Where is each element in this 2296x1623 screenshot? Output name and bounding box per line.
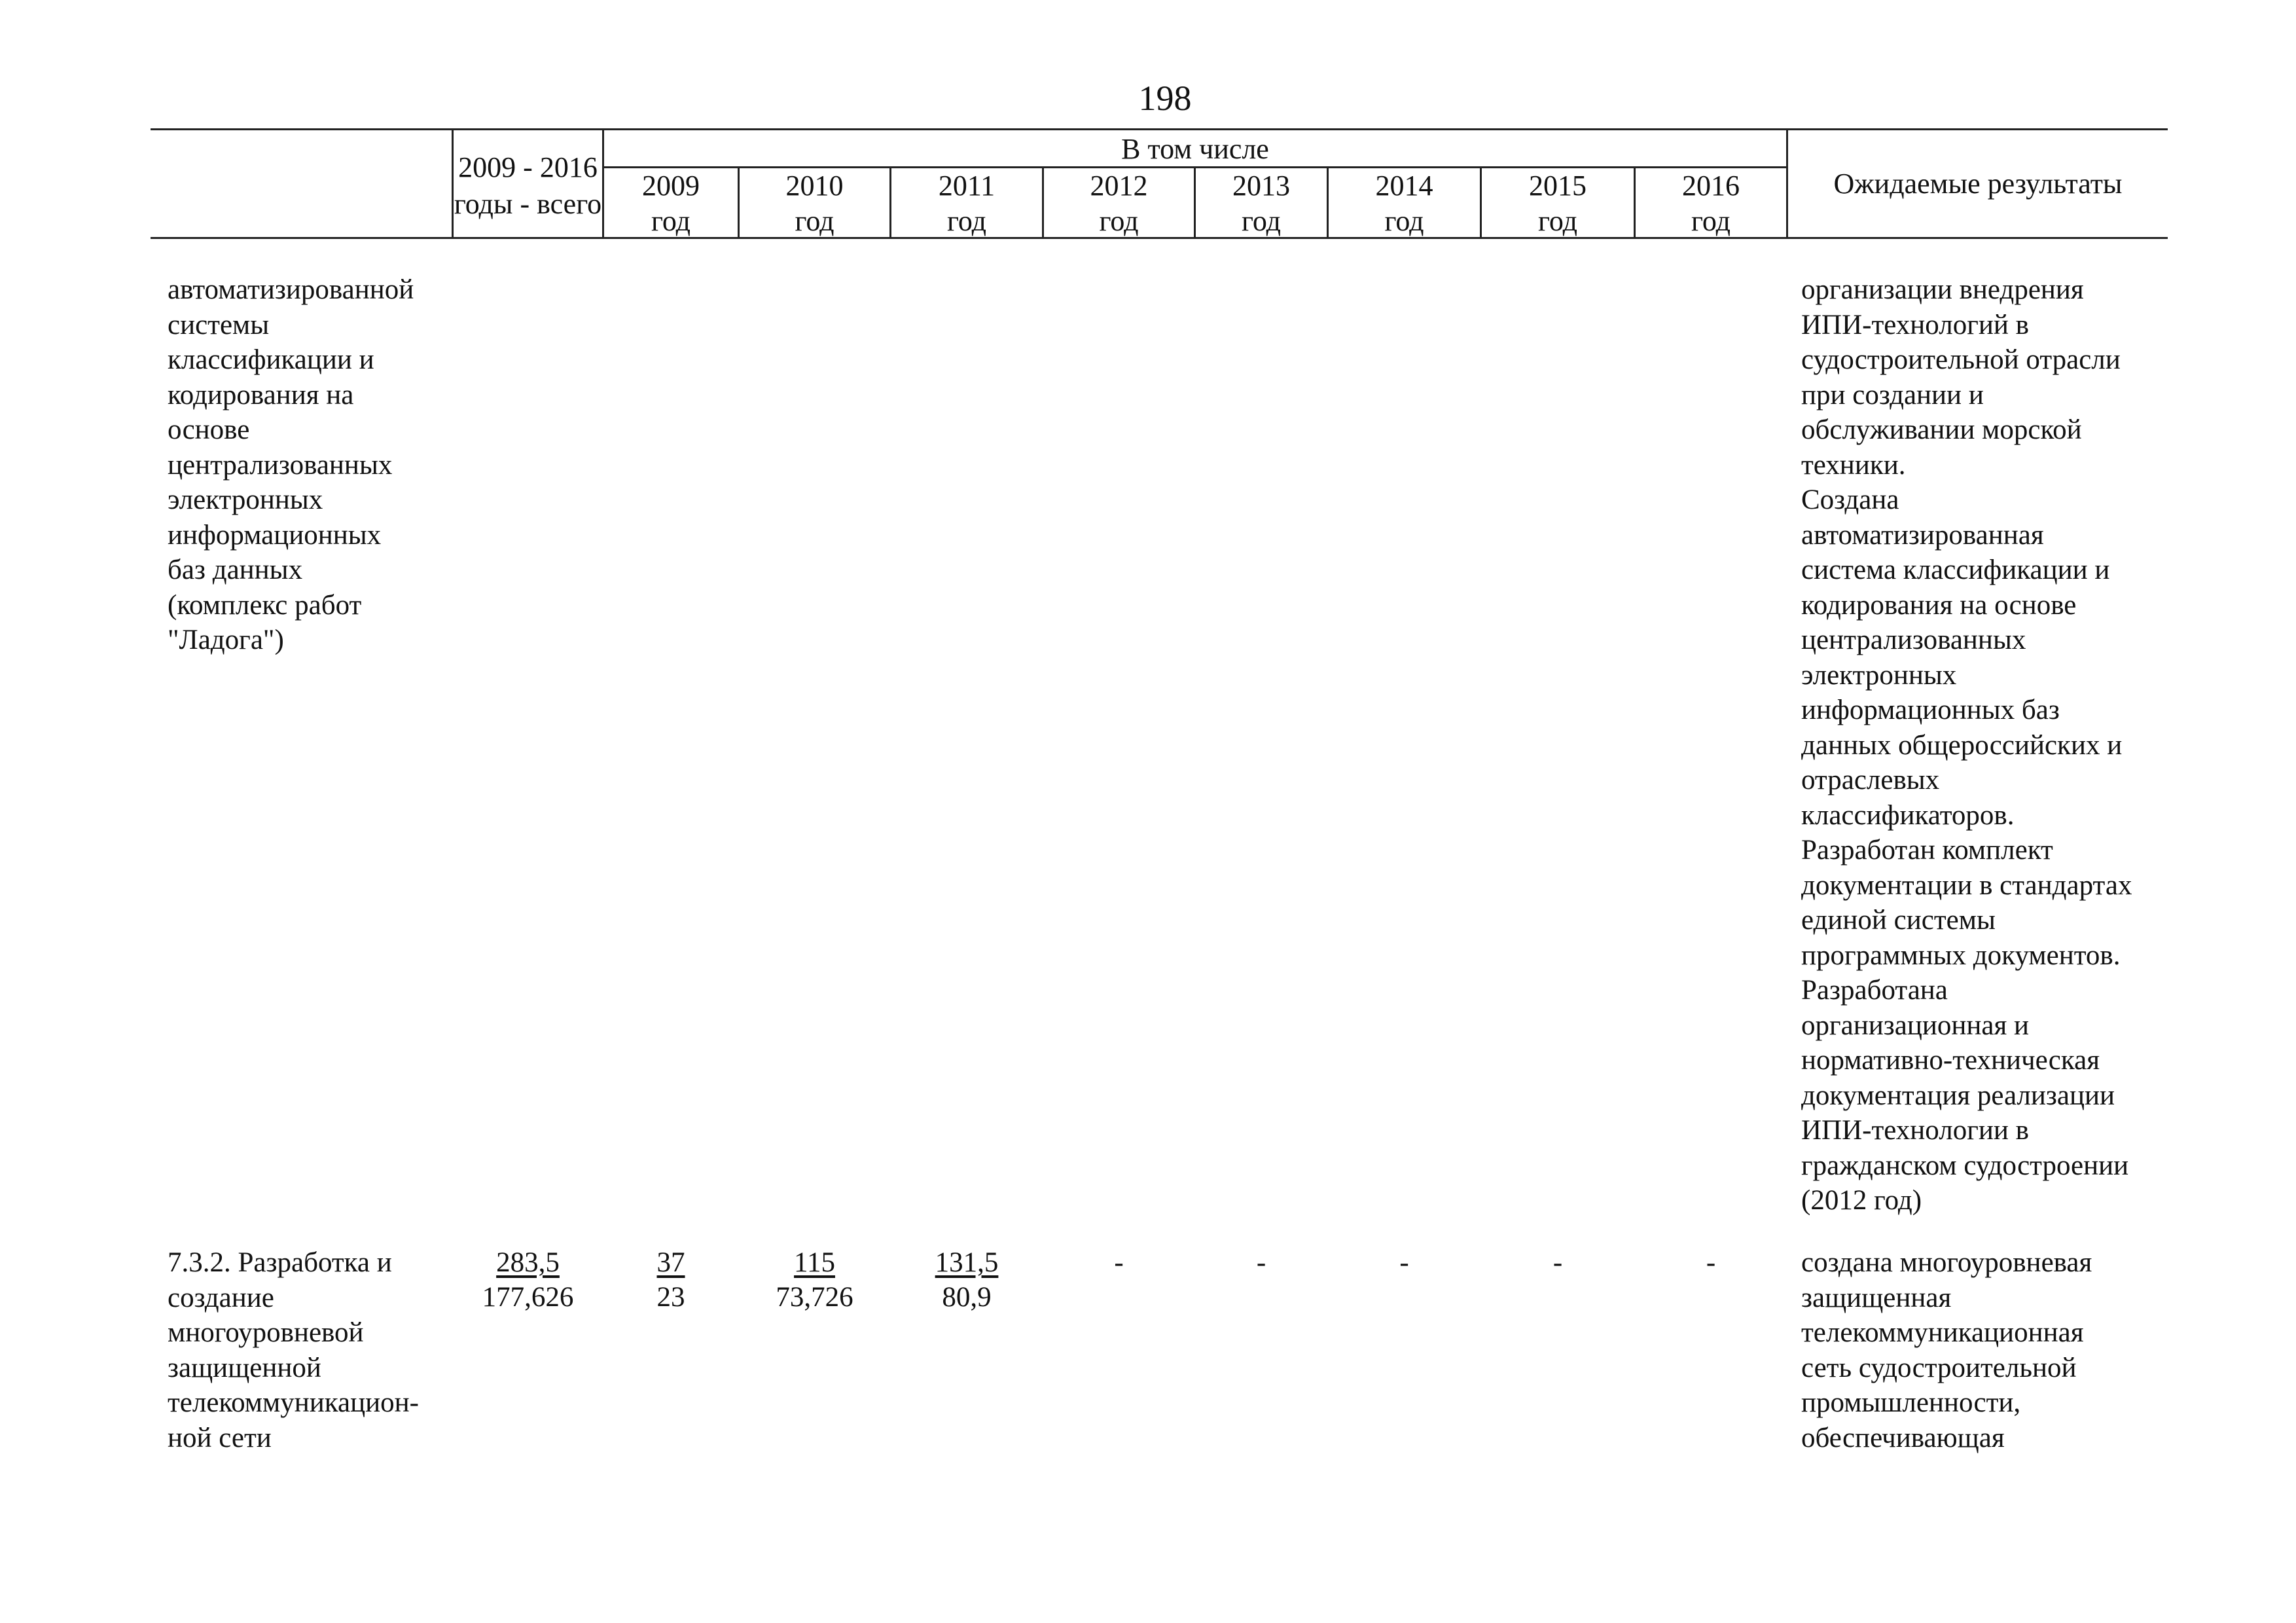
value-planned: 283,5 [496,1247,560,1278]
header-total-col [454,149,602,223]
value-2012: - [1114,1247,1124,1278]
header-year-unit: год [946,205,987,237]
header-year-2013 [1196,168,1327,239]
value-2014: - [1399,1247,1409,1278]
value-2013: - [1256,1247,1266,1278]
header-group-label: В том числе [1121,133,1269,165]
header-total-years: 2009 - 2016 [458,151,598,183]
value-2011 [891,1245,1042,1315]
header-year-unit: год [1099,205,1139,237]
header-year-unit: год [651,205,691,237]
header-total-sub: годы - всего [454,188,602,220]
header-year-2014 [1329,168,1480,239]
header-results-label: Ожидаемые результаты [1833,168,2123,200]
value-federal: 177,626 [482,1282,574,1313]
value-2010 [740,1245,889,1315]
row-result: организации внедрения ИПИ-технологий в судостроительной отрасли при создании и обслуживании морской техники. Создана автоматизированная система классификации и кодирования на основе централизованных электронных информационных баз данных общероссийских и отраслевых классификаторов. Разработан комплект документации в стандартах единой системы программных документов. Разработана организационная и нормативно-техническая документация реализации ИПИ-технологии в гражданском судостроении (2012 год) [1801,274,2132,1216]
value-federal: 23 [656,1282,685,1313]
header-year: 2013 [1232,170,1290,202]
header-year-2015 [1482,168,1634,239]
row-name: 7.3.2. Разработка и создание многоуровневой защищенной телекоммуникацион- ной сети [168,1247,419,1453]
header-year: 2010 [785,170,844,202]
header-year: 2016 [1682,170,1740,202]
value-federal: 80,9 [942,1282,992,1313]
header-year-2010 [740,168,889,239]
header-year-unit: год [1691,205,1731,237]
row-name: автоматизированной системы классификации и кодирования на основе централизованных электронных информационных баз данных (комплекс работ "Ладога") [168,274,414,655]
value-2016: - [1706,1247,1716,1278]
header-year-unit: год [1537,205,1578,237]
value-total [454,1245,602,1315]
row-result: создана многоуровневая защищенная телекоммуникационная сеть судостроительной промышленности, обеспечивающая [1801,1247,2092,1453]
value-federal: 73,726 [776,1282,853,1313]
value-2015: - [1552,1247,1563,1278]
value-planned: 131,5 [935,1247,999,1278]
header-year: 2015 [1529,170,1587,202]
header-year-unit: год [1384,205,1424,237]
header-year-unit: год [795,205,834,237]
value-2009 [604,1245,738,1315]
page-number: 198 [1138,79,1192,118]
header-year-2012 [1044,168,1194,239]
value-planned: 115 [794,1247,835,1278]
header-year: 2009 [642,170,700,202]
header-year-unit: год [1241,205,1282,237]
header-year-2009 [604,168,738,239]
header-year: 2011 [938,170,996,202]
header-year-2011 [891,168,1042,239]
header-year-2016 [1636,168,1786,239]
value-planned: 37 [656,1247,685,1278]
header-year: 2014 [1375,170,1433,202]
header-year: 2012 [1090,170,1148,202]
